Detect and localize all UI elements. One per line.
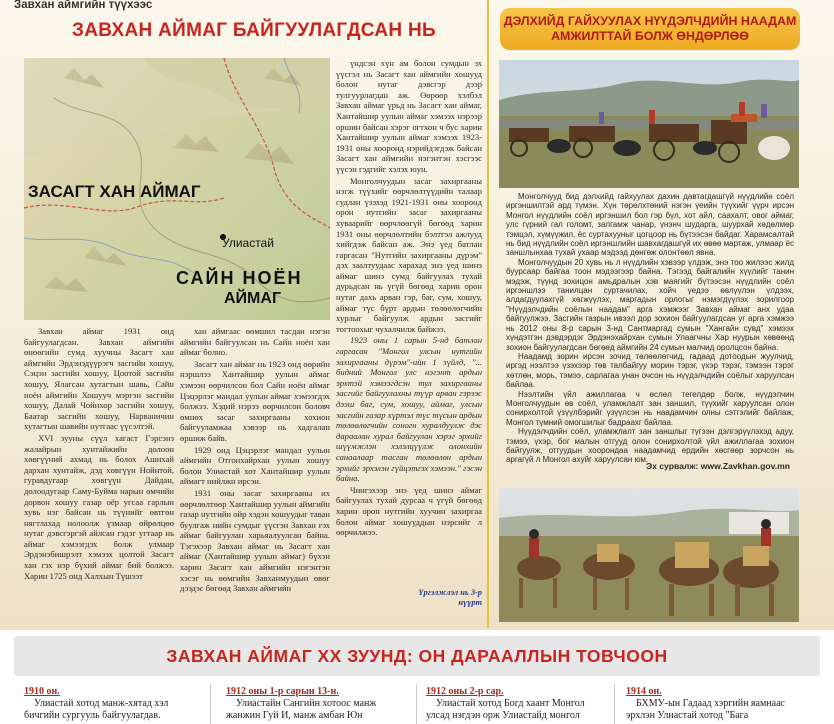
map-label-sain-noyon: САЙН НОЁН <box>176 268 303 288</box>
map-label-zasagt-khan: ЗАСАГТ ХАН АЙМАГ <box>28 182 201 201</box>
paragraph: 1931 оны засаг захиргааны их өөрчлөлтөөр Хантайшир уулын аймгийн газар нутгийн ойр хэдэн хошуудыг таван буулгаж нийн сумдыг үүсгэн Завхан гэх аймаг байгуулан харьяалуулсан байна. Тэгэхээр Завхан аймаг нь Засагт хан аймаг (Хантайшир уулын аймаг) бүхэн харин Засагт хан аймгийн нэгэнтэн хэсэг нь өөмгийн Завханмуудын өвөг дээдэс бөгөөд Завхан аймгийн <box>180 487 330 594</box>
timeline-divider <box>210 684 211 724</box>
timeline-title: ЗАВХАН АЙМАГ XX ЗУУНД: ОН ДАРААЛЛЫН ТОВЧООН <box>166 646 668 666</box>
festival-article-text <box>506 192 794 465</box>
paragraph-quote: 1923 оны 1 сарын 5-нд батлан гаргасан "Монгол улсын нутгийн захиргааны дүрэм"-ийн 1 зүйлд, "... бидний Монгол улс нэгэнт ардын эрхтэй хэмээгдсэн тул захиргааны засгийг байгуулахны түүр арван гэрээс дээш баг, сум, хошуу, аймаг, улсын засгийн газар хүртэл түс түсын ардын төлөөлөгчийн соногн хуралдуулж дэс дараалан хурал байгуулан хэрэг эрхийг шүүмжлэн хэлэлцүүлж олонхийн санаалаар тасган төлөөлөн ардын эрхийг эрхэлэн гүйцэтгэх хэмээн." гэсэн байна. <box>336 335 482 484</box>
paragraph: Засагт хан аймаг нь 1923 онд өөрийн нэршлээ Хантайшир уулын аймаг хэмээн өөрчилсон бол Сайн ноён аймаг Цэцэрлэг мандал уулын аймаг хэмээгдэх болжээ. Хэдий нэрээ өөрчилсон боловч өмнөх засаг захиргааны хохион байгууламжаа хэвээр нь хадгалан өршиж байв. <box>180 358 330 443</box>
paragraph: Чингэхээр энэ үед шинэ аймаг байгуулах тухай дурсаа ч үгүй бөгөөд харин орон нутгийн хуучин захиргаа болон аймаг хошууддын нэрсийг л өөрчилжээ. <box>336 484 482 538</box>
paragraph: үндсэн хүн ам болон сумдын эх үүсгэл нь Засагт хан аймгийн хошууд болон нутаг дэвсгэр дээр тулгуурлагдан аж. Өөрөөр хэлбэл Завхан аймаг үрьд нь Засагт хан аймаг, Хантайшир уулын аймаг хэмээх нэрээр оршин байсан хэрэг огтхон ч бус харин Хантайшир уулын аймаг хэмээх 1923-1931 оны хооронд нэрийдэгдэж байсан Засагт хан аймгийн нэгэнтэн хэсгээс үүсэн гэдгийг хэлэх юун. <box>336 58 482 174</box>
article-column-3 <box>336 58 482 604</box>
timeline-entry <box>226 686 408 724</box>
timeline-text: Улиастайн Сангийн хотоос манж жанжин Гуй И, манж амбан Юн <box>226 698 377 721</box>
source-link-text: Эх сурвалж: www.Zavkhan.gov.mn <box>645 461 790 471</box>
paragraph: Наадамд зорин ирсэн зочид төлөөлөгчид, гадаад дотоодын жуулчид, иргэд нээлтээ үзэхээр төв талбайгуу морин тэрэг, үхэр тэрэг, тэмээн тэрэг хөтлөн, морь, тэмээ, сарлагаа унан очсон нь нүүдэлчдийн соёлыг харуулсан байлаа. <box>506 351 794 390</box>
festival-photo-carts <box>499 60 799 188</box>
festival-photo-camels <box>499 488 799 622</box>
timeline-divider <box>416 684 417 724</box>
article-column-1 <box>24 326 174 626</box>
column-divider <box>487 0 489 628</box>
paragraph: Нүүдэлчдийн соёл, уламжлалт зан заншлыг түгээн дэлгэрүүлэхэд адуу, тэмээ, үхэр, бог малын отгууд олон сонирхолтой үйл ажиллагаа зохион байгуулж, отгуудын хоорондаа наадамчид ердийн хөсгөөр зорчсон нь аргагүй л Монгол ахуйг харуулсан юм. <box>506 427 794 465</box>
continued-note: Үргэлжлэл нь 3-р нүүрт <box>418 588 482 607</box>
timeline-entry <box>24 686 196 724</box>
paragraph: Монголчуудын засаг захиргааны нэгж түүхийг өөрчлөлтүүдийн талаар судлан үзэхэд 1921-1931 оны хооронд орон нутгийн засаг захиргааны хуваарийг өөрчлөөгүй бөгөөд харин 1931 оны өөрчлөлтийн бэлтгэл ажлууд хийгдэж байсан аж. Энэ үед батлан гаргасан "Нутгийн захиргааны дүрэм" дэх заалтуудаас харахад энэ үед шинэ аймаг шинэ сумд байгуулах тухай дурьдсан нь үгүй бөгөөд харин орон нутаг дахь арван гэр, баг, сум, хошуу, аймаг түс бүрт ардын төлөөлөгчийн хурлыг байгуулж ардын засгийг тогтоохыг чухалчилж байжээ. <box>336 175 482 334</box>
paragraph: хан аймгаас өөмшил тасдан нэгэн аймгийн байгуулсан нь Сайн ноён хан аймаг болно. <box>180 326 330 358</box>
map-label-aimag: АЙМАГ <box>224 290 282 307</box>
map-image <box>24 58 330 320</box>
paragraph: Монголчуудын 20 хувь нь л нүүдлийн хэвээр үлдэж, энэ тоо жилээс жилд буурсаар байгаа тоон мэдээгээр байна. Тэгээд байгалийн хүүлийг танин мэдэж, түүнд зохицон амьдралын хэв маягийг бүтээсэн нүүдлийн соёл иргэншлээ танилцан суртачилах, хойч үедээ өвлүүлэн үлдээх, алдагдуулахгүй хөгжүүлэх, маргадын орлогыг нэмэгдүүлэх зорилгоор "Нүүдэлчдийн соёлын наадам" арга хэмжээг Завхан аймаг анх удаа байгуулжээ. Засгийн газрын ивээл дор зохион байгуулагдсан уг арга хэмжээ нь 2012 оны 8-р сарын 3-нд Сантмаргад сумын "Хангайн сувд" хэмээх хүндэтгэн дэвдэрдэг Эрдэнэхайрхан сумын Улаагчны Хар нуурын хөвөөнд зохион байгуулагдсан бөгөөд аймгийн 24 сумын малчид оролцсон байна. <box>506 257 794 352</box>
paragraph: XVI зууны сүүл хагаст Гэрсэнз жалайрын хунтайжийн долоон хөвгүүний ахмад нь болох Ашихай дархан хунтайж, дэд хөвгүүн Нойнтой, гуравдугаар хөвгүүн Дайдан, долоодугаар Саму-Буйма нарын өмчийн дорвон хошуу газар оёр угсаа гарлын хувь нэг байсан нь түүнийг өвтгөн нягтлахад нолоолж үзмаар өйрөлцөө нутаг дэвсгэргэй айлсан гэдэг угтаар нь аймаг хэмээгдэх болж улмаар Эрдэнэбишрэлт хэмээх цолтой Засагт хан гэх нэр бүхий аймаг бий болжээ. Харин 1725 онд Халхын Түшээт <box>24 432 174 581</box>
paragraph: Монголчууд бид дэлхийд гайхуулах дахин давтагдашгүй нүүдлийн соёл иргэншилтэй ард түмэн. Хүн төрөлхтөний нэгэн үеийн түүхийг үүрч ирсэн Монгол нүүдлийн соёл иргэншил бол гэр бүл, хот айл, саахалт, овог аймаг, улс гүрний гал голомт, залгамж чанар, үнэнч шударга, шуурхай хөдөлмөр тэмцэл, хүмүүжил, ёс суртахууныг цогцоор нь бүтээсэн байдаг. Харамсалтай нь бид нүүдлийн соёл иргэншлийн шавхагдашгүй их өвөө мартаж, улмаар ёс заншлынхаа тухай ухаар мэдээд дөнгөж олонтөөл явна. <box>506 192 794 258</box>
article-column-2 <box>180 326 330 618</box>
timeline-date: 1912 оны 1-р сарын 13-н. <box>226 686 339 697</box>
section-tag: Завхан аймгийн түүхээс <box>14 0 153 11</box>
timeline-date: 1910 он. <box>24 686 60 697</box>
timeline-text: БХМУ-ын Гадаад хэргийн яамнаас эрхлэн Улиастай хотод "Бага <box>626 698 785 721</box>
timeline-date: 1914 он. <box>626 686 662 697</box>
map-label-uliastai: Улиастай <box>222 236 274 250</box>
timeline-entry <box>626 686 816 724</box>
festival-banner-title: ДЭЛХИЙД ГАЙХУУЛАХ НҮҮДЭЛЧДИЙН НААДАМ АМЖИЛТТАЙ БОЛЖ ӨНДӨРЛӨӨ <box>500 8 800 50</box>
paragraph: 1929 онд Цэцэрлэг мандал уулын аймгийн Отгонхайрхан уулын хошуу болон Улиастай хот Хантайшир уулын аймагт нийлжн ирсэн. <box>180 444 330 487</box>
timeline-date: 1912 оны 2-р сар. <box>426 686 504 697</box>
paragraph: Завхан аймаг 1931 онд байгуулагдсан. Завхан аймгийн өнөөгийн сумд хуучны Засагт хан аймгийн Эрдэнэдүүрэгч засгийн хошуу, Сэцэн засгийн хошуу, Цоотой засгийн хошуу, Ялагсан хутагтын шавь, Сайн ноён аймгийн Хошууч мэргэн засгийн хошуу, Далай Чойнхор засгийн хошуу, Баатар засгийн хошуу, Нарваничин хутагтын шавийн нутгаас үүсэлтэй. <box>24 326 174 432</box>
timeline-text: Улиастай хотод Богд хаант Монгол улсад нэгдэн орж Улиастайд монгол <box>426 698 585 721</box>
timeline-text: Улиастай хотод манж-хятад хэл бичгийн сургууль байгуулагдав. <box>24 698 169 721</box>
timeline-divider <box>614 684 615 724</box>
paragraph: Нээлтийн үйл ажиллагаа ч өслөл тегелдөр болж, нүүдэлчин Монголчуудын өв соёл, уламжлалт зан заншил, түүхийг харуулсан олон сонирхолтой үзүүлбэрийг үзүүлсэн нь наадамчин олны сэтгэлийг байлаж, Монгол түмний омогшилыг бадраахг байлаа. <box>506 389 794 427</box>
timeline-entry <box>426 686 606 724</box>
article-title: ЗАВХАН АЙМАГ БАЙГУУЛАГДСАН НЬ <box>72 20 436 41</box>
